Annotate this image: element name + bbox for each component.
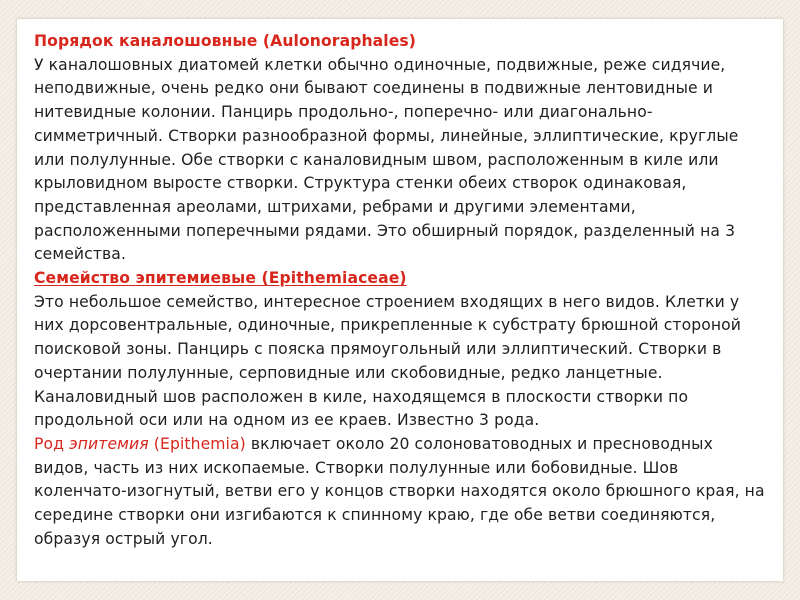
genus-description: включает около 20 солоноватоводных и пресноводных видов, часть из них ископаемые. Створки полулунные или бобовидные. Шов коленчато-изогнутый, ветви его у концов створки находятся около брюшного края, на середине створки они изгибаются к спинному краю, где обе ветви соединяются, образуя острый угол.	[34, 434, 765, 548]
family-description: Это небольшое семейство, интересное строением входящих в него видов. Клетки у них дорсовентральные, одиночные, прикрепленные к субстрату брюшной стороной поисковой зоны. Панцирь с пояска прямоугольный или эллиптический. Створки в очертании полулунные, серповидные или скобовидные, редко ланцетные. Каналовидный шов расположен в киле, находящемся в плоскости створки по продольной оси или на одном из ее краев. Известно 3 рода.	[34, 292, 742, 430]
order-description: У каналошовных диатомей клетки обычно одиночные, подвижные, реже сидячие, неподвижные, очень редко они бывают соединены в подвижные лентовидные и нитевидные колонии. Панцирь продольно-, поперечно- или диагонально-симметричный. Створки разнообразной формы, линейные, эллиптические, круглые или полулунные. Обе створки с каналовидным швом, расположенным в киле или крыловидном выросте створки. Структура стенки обеих створок одинаковая, представленная ареолами, штрихами, ребрами и другими элементами, расположенными поперечными рядами. Это обширный порядок, разделенный на 3 семейства.	[34, 55, 739, 264]
order-heading: Порядок каналошовные (Aulonoraphales)	[34, 32, 417, 50]
genus-latin-name: (Epithemia)	[148, 434, 246, 453]
family-heading: Семейство эпитемиевые (Epithemiaceae)	[34, 269, 407, 288]
slide-content	[34, 30, 770, 551]
genus-prefix: Род	[34, 434, 70, 453]
genus-paragraph	[34, 433, 770, 552]
genus-name: эпитемия	[69, 434, 149, 453]
